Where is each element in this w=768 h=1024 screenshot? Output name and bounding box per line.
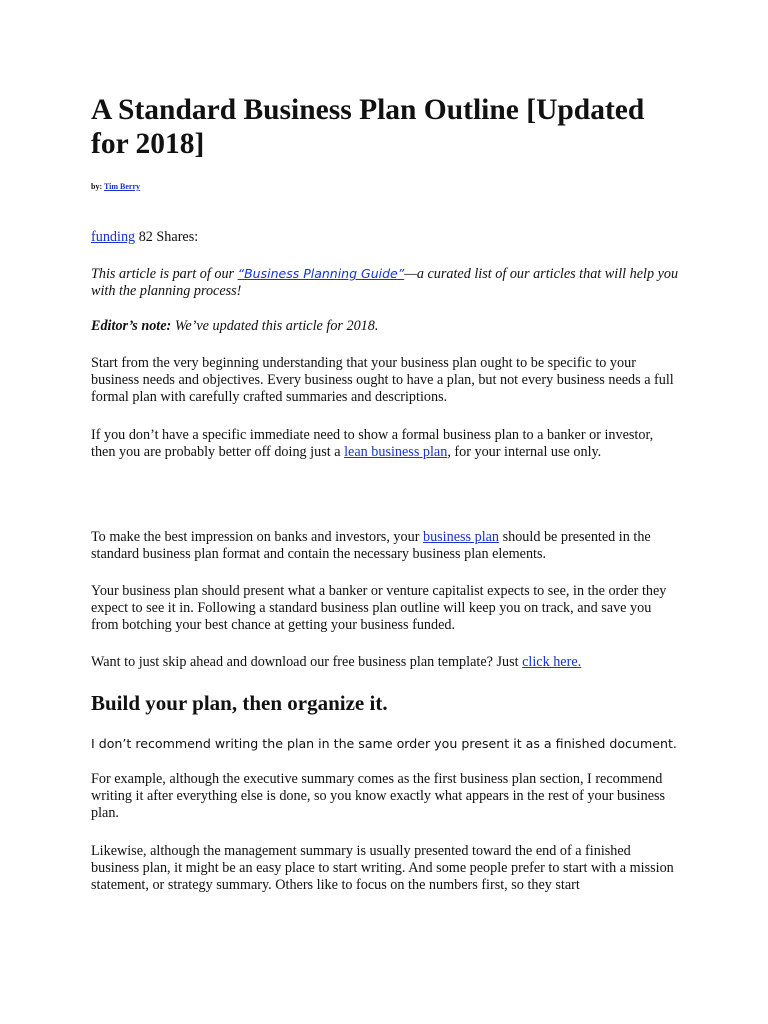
lean-business-plan-link[interactable]: lean business plan	[344, 444, 448, 461]
impression-text-after: should be presented in the standard business plan format and contain the necessary business plan elements.	[91, 529, 651, 563]
editors-note-text: We’ve updated this article for 2018.	[171, 318, 379, 334]
section-heading: Build your plan, then organize it.	[91, 691, 388, 715]
paragraph-order: I don’t recommend writing the plan in the same order you present it as a finished document.	[91, 736, 677, 751]
paragraph-expectations: Your business plan should present what a banker or venture capitalist expects to see, in the order they expect to see it in. Following a standard business plan outline will keep you on track, and save you from botching your best chance at getting your business funded.	[91, 583, 667, 634]
editors-note-label: Editor’s note:	[91, 318, 172, 334]
lean-plan-text-after: , for your internal use only.	[447, 444, 602, 461]
template-text-before: Want to just skip ahead and download our free business plan template? Just	[91, 654, 523, 670]
guide-prefix: This article is part of our	[91, 266, 238, 282]
guide-suffix: —a curated list of our articles that will help you with the planning process!	[91, 266, 679, 300]
byline	[91, 182, 140, 192]
author-link[interactable]: Tim Berry	[103, 182, 141, 191]
paragraph-impression	[91, 529, 681, 563]
click-here-link[interactable]: click here.	[522, 654, 582, 670]
paragraph-intro: Start from the very beginning understanding that your business plan ought to be specific to your business needs and objectives. Every business ought to have a plan, but not every business needs a full formal plan with carefully crafted summaries and descriptions.	[91, 355, 674, 406]
paragraph-executive-summary: For example, although the executive summary comes as the first business plan section, I recommend writing it after everything else is done, so you know exactly what appears in the rest of your business plan.	[91, 771, 666, 822]
byline-prefix: by:	[91, 182, 104, 191]
guide-note	[91, 265, 681, 300]
business-planning-guide-link[interactable]: “Business Planning Guide”	[237, 266, 405, 281]
funding-tag-link[interactable]: funding	[91, 229, 136, 245]
business-plan-link[interactable]: business plan	[422, 529, 500, 545]
shares-count: 82 Shares:	[135, 229, 199, 245]
paragraph-management-summary: Likewise, although the management summary is usually presented toward the end of a finished business plan, it might be an easy place to start writing. And some people prefer to start with a mission statement, or strategy summary. Others like to focus on the numbers first, so they start	[91, 843, 674, 894]
article-title: A Standard Business Plan Outline [Updated for 2018]	[91, 94, 645, 160]
lean-plan-text-before: If you don’t have a specific immediate need to show a formal business plan to a banker or investor, then you are probably better off doing just a	[91, 427, 654, 461]
editors-note	[91, 318, 681, 335]
impression-text-before: To make the best impression on banks and investors, your	[91, 529, 423, 545]
paragraph-template	[91, 654, 681, 671]
paragraph-lean-plan	[91, 427, 681, 461]
tags-and-shares	[91, 229, 681, 246]
